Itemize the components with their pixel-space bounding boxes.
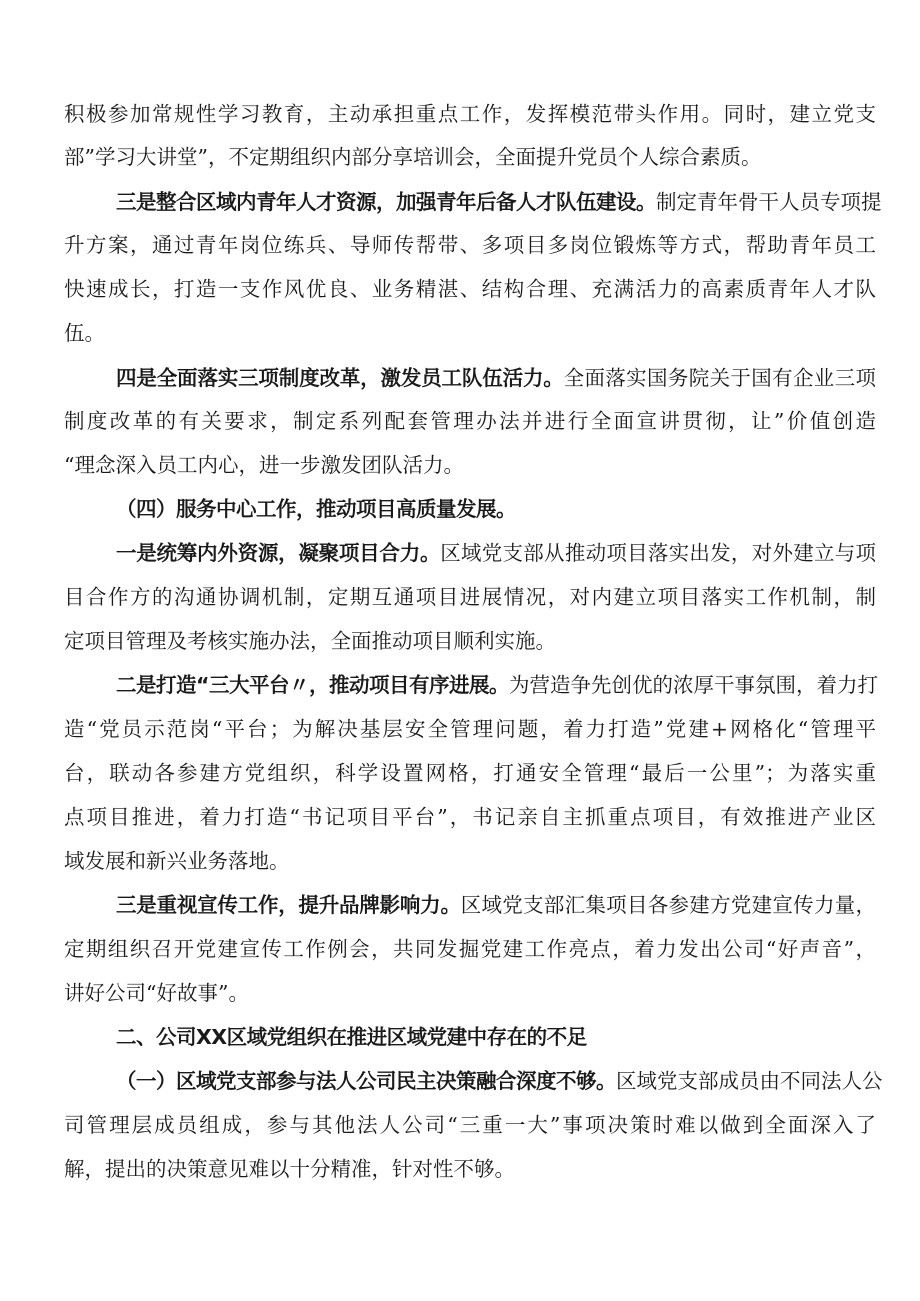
paragraph-line: 点项目推进，着力打造“书记项目平台”，书记亲自主抓重点项目，有效推进产业区 <box>64 805 876 829</box>
paragraph-text: 为营造争先创优的浓厚干事氛围，着力打 <box>508 673 878 697</box>
paragraph-first-line <box>116 670 876 700</box>
paragraph-lead: （一）区域党支部参与法人公司民主决策融合深度不够。 <box>116 1069 616 1093</box>
paragraph-line: 造“党员示范岗“平台；为解决基层安全管理问题，着力打造”党建+网格化“管理平 <box>64 717 876 741</box>
paragraph-line: 伍。 <box>64 321 105 345</box>
paragraph-first-line <box>116 363 876 393</box>
paragraph-lead: 三是整合区域内青年人才资源，加强青年后备人才队伍建设。 <box>116 190 656 214</box>
paragraph-first-line <box>116 890 876 920</box>
paragraph-first-line <box>116 538 876 568</box>
paragraph-text: 全面落实国务院关于国有企业三项 <box>563 366 877 390</box>
paragraph-line: 定期组织召开党建宣传工作例会，共同发掘党建工作亮点，着力发出公司“好声音”， <box>64 937 876 961</box>
paragraph-lead: 二是打造“三大平台〃，推动项目有序进展。 <box>116 673 509 697</box>
paragraph-line: 快速成长，打造一支作风优良、业务精湛、结构合理、充满活力的高素质青年人才队 <box>64 277 876 301</box>
paragraph-text: 区域党支部成员由不同法人公 <box>616 1069 883 1093</box>
paragraph-line: 制度改革的有关要求，制定系列配套管理办法并进行全面宣讲贯彻，让”价值创造 <box>64 409 876 433</box>
paragraph-line: 积极参加常规性学习教育，主动承担重点工作，发挥模范带头作用。同时，建立党支 <box>64 102 876 126</box>
paragraph-text: 区域党支部从推动项目落实出发，对外建立与项 <box>440 541 877 565</box>
section-heading: 二、公司XX区域党组织在推进区域党建中存在的不足 <box>116 1025 587 1049</box>
paragraph-first-line <box>116 187 882 217</box>
paragraph-line: 解，提出的决策意见难以十分精准，针对性不够。 <box>64 1157 515 1181</box>
paragraph-line: 升方案，通过青年岗位练兵、导师传帮带、多项目多岗位锻炼等方式，帮助青年员工 <box>64 233 876 257</box>
paragraph-first-line <box>116 1066 883 1096</box>
paragraph-line: 部”学习大讲堂”，不定期组织内部分享培训会，全面提升党员个人综合素质。 <box>64 145 762 169</box>
section-heading: （四）服务中心工作，推动项目高质量发展。 <box>116 497 516 521</box>
paragraph-text: 制定青年骨干人员专项提 <box>656 190 882 214</box>
paragraph-line: “理念深入员工内心，进一步激发团队活力。 <box>64 453 464 477</box>
paragraph-line: 域发展和新兴业务落地。 <box>64 849 290 873</box>
paragraph-lead: 四是全面落实三项制度改革，激发员工队伍活力。 <box>116 366 564 390</box>
paragraph-line: 台，联动各参建方党组织，科学设置网格，打通安全管理“最后一公里”；为落实重 <box>64 761 876 785</box>
paragraph-text: 区域党支部汇集项目各参建方党建宣传力量， <box>460 893 877 917</box>
paragraph-line: 目合作方的沟通协调机制，定期互通项目进展情况，对内建立项目落实工作机制，制 <box>64 585 876 609</box>
paragraph-line: 定项目管理及考核实施办法，全面推动项目顺利实施。 <box>64 629 556 653</box>
paragraph-line: 讲好公司“好故事”。 <box>64 981 249 1005</box>
paragraph-line: 司管理层成员组成，参与其他法人公司“三重一大”事项决策时难以做到全面深入了 <box>64 1113 876 1137</box>
paragraph-lead: 一是统筹内外资源，凝聚项目合力。 <box>116 541 441 565</box>
paragraph-lead: 三是重视宣传工作，提升品牌影响力。 <box>116 893 461 917</box>
